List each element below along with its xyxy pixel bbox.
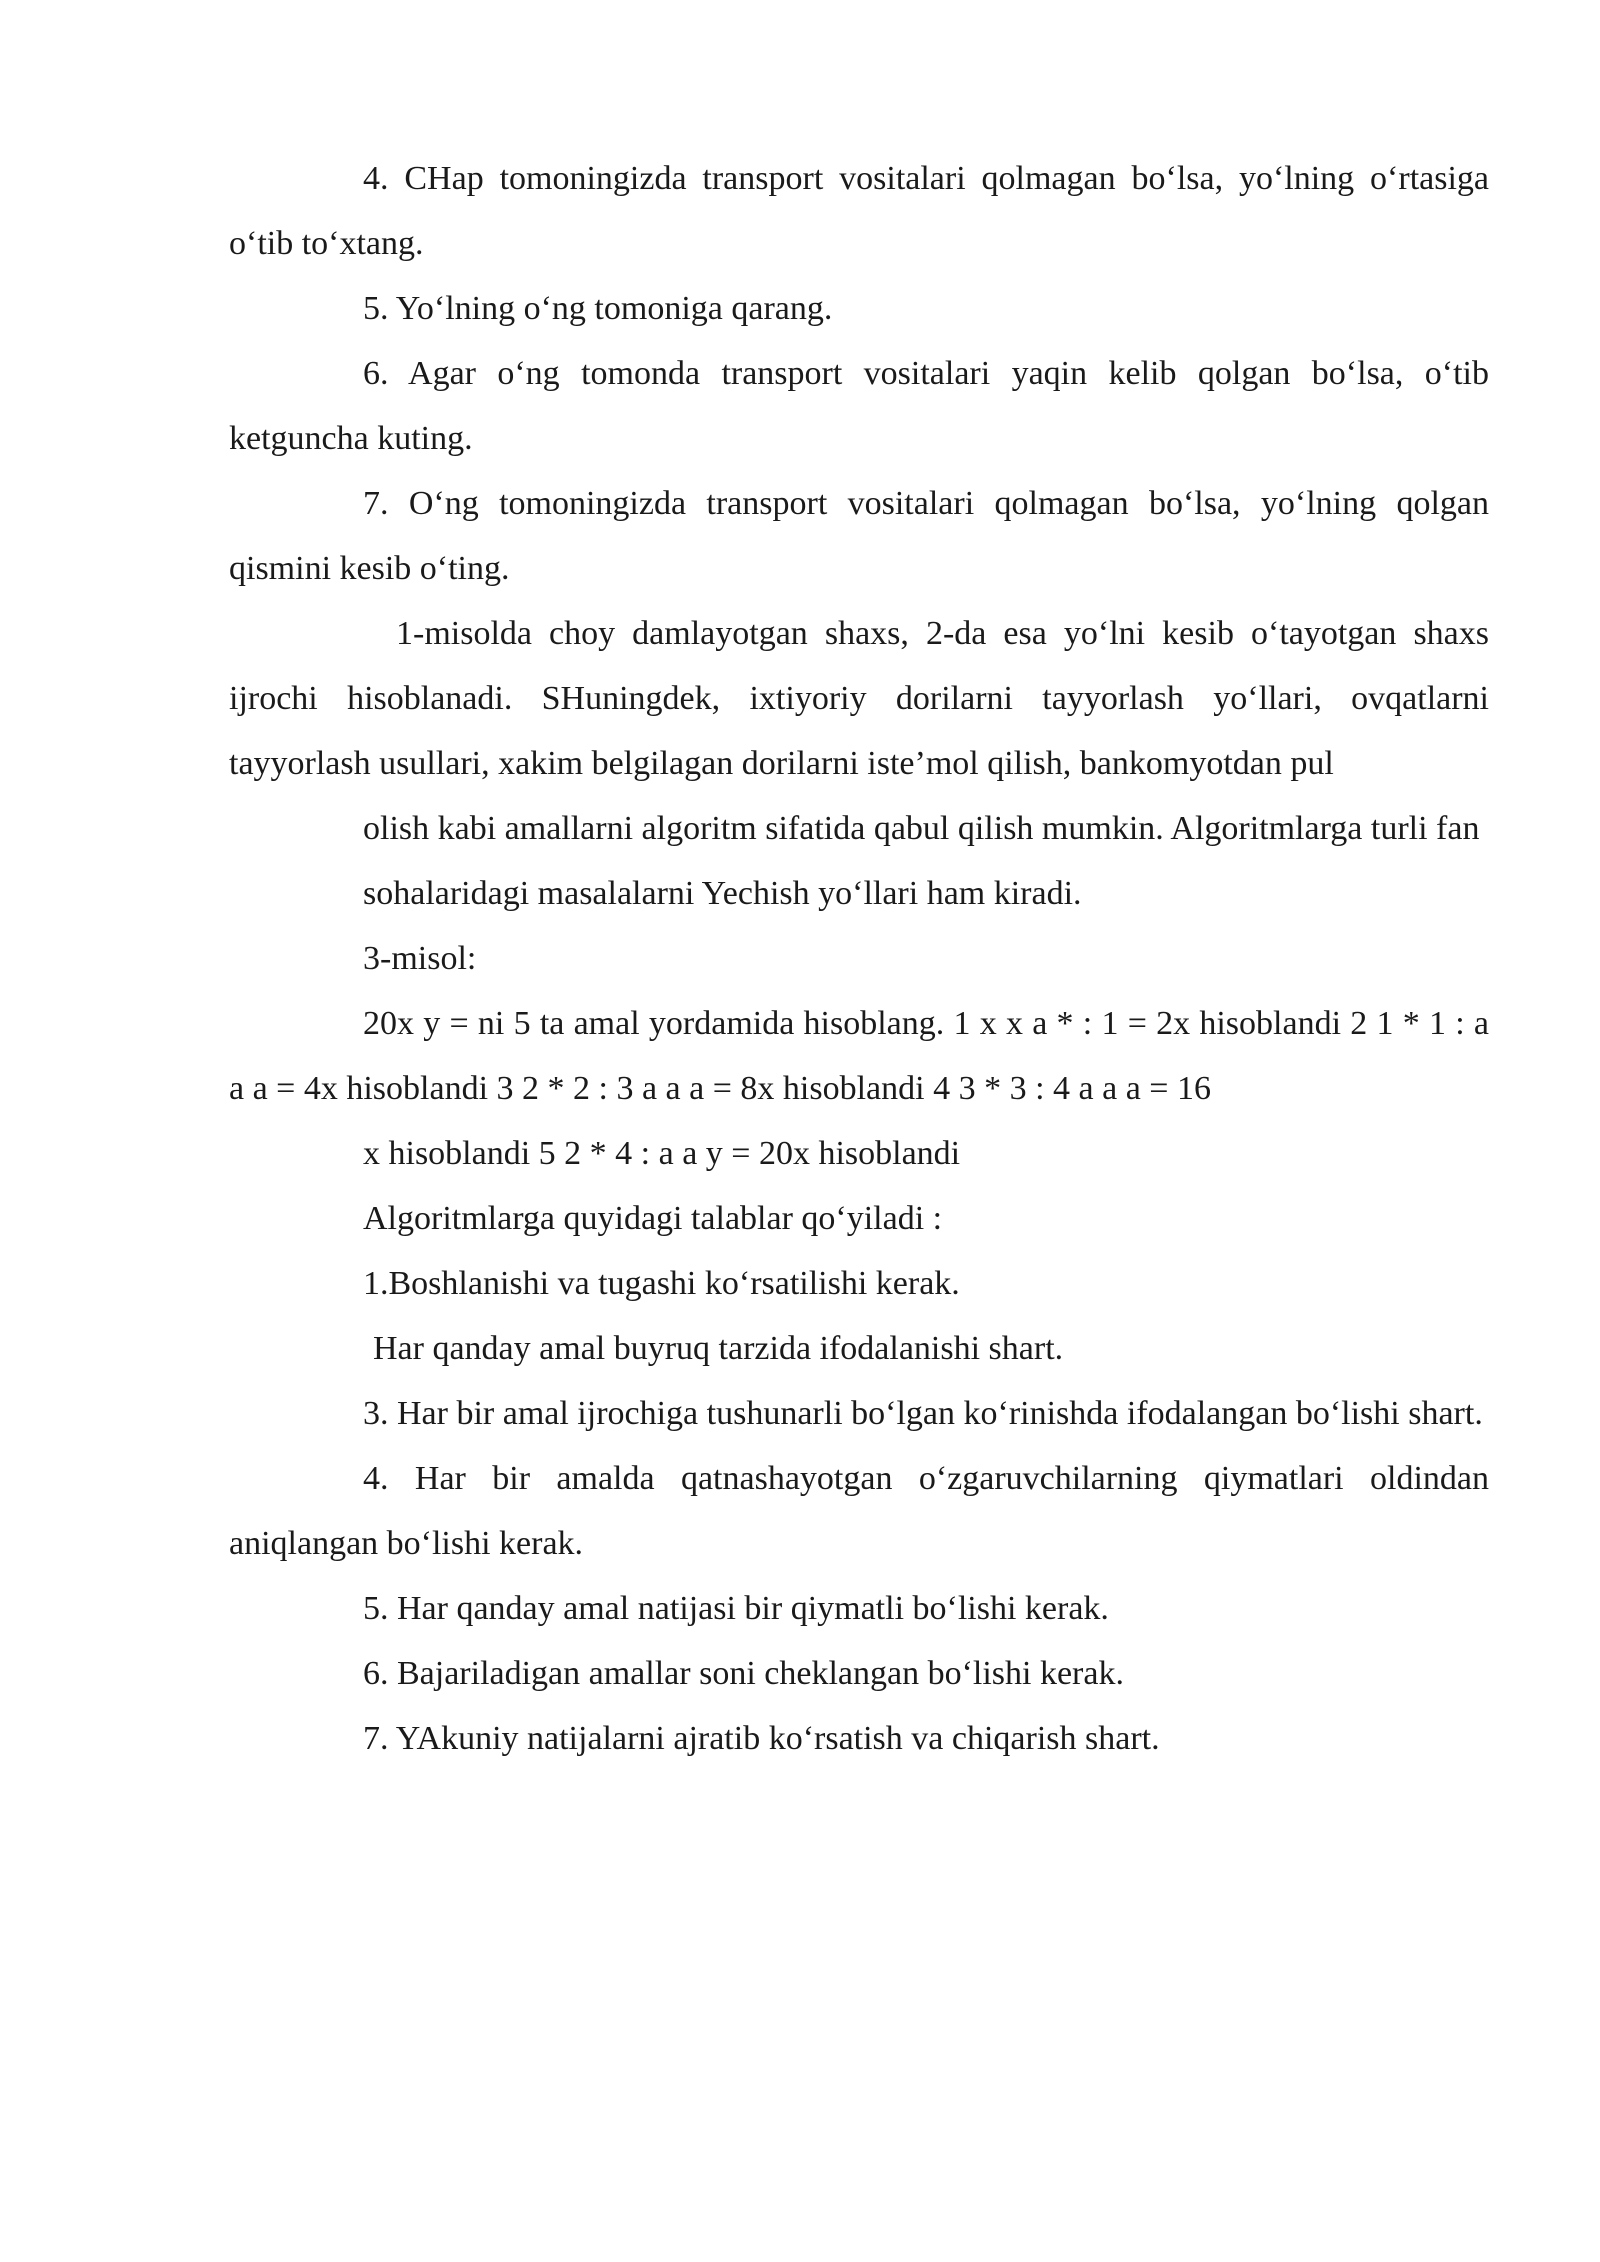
- document-page: [229, 146, 1489, 1771]
- paragraph-step-6: 6. Agar o‘ng tomonda transport vositalari yaqin kelib qolgan bo‘lsa, o‘tib ketguncha kuting.: [229, 355, 1489, 457]
- paragraph-algorithm-examples: olish kabi amallarni algoritm sifatida qabul qilish mumkin. Algoritmlarga turli fan: [363, 810, 1480, 847]
- paragraph-misol-explanation: 1-misolda choy damlayotgan shaxs, 2-da esa yo‘lni kesib o‘tayotgan shaxs ijrochi hisoblanadi. SHuningdek, ixtiyoriy dorilarni tayyorlash yo‘llari, ovqatlarni tayyorlash usullari, xakim belgilagan dorilarni iste’mol qilish, bankomyotdan pul: [229, 615, 1489, 782]
- paragraph-misol-3-result: x hisoblandi 5 2 * 4 : a a y = 20x hisoblandi: [363, 1135, 961, 1172]
- paragraph-step-7: 7. O‘ng tomoningizda transport vositalari qolmagan bo‘lsa, yo‘lning qolgan qismini kesib o‘ting.: [229, 485, 1489, 587]
- paragraph-requirement-5: 5. Har qanday amal natijasi bir qiymatli bo‘lishi kerak.: [363, 1590, 1109, 1627]
- paragraph-requirement-7: 7. YAkuniy natijalarni ajratib ko‘rsatish va chiqarish shart.: [363, 1720, 1160, 1757]
- paragraph-misol-3-formula: 20x y = ni 5 ta amal yordamida hisoblang. 1 x x a * : 1 = 2x hisoblandi 2 1 * 1 : a a a = 4x hisoblandi 3 2 * 2 : 3 a a a = 8x hisoblandi 4 3 * 3 : 4 a a a = 16: [229, 1005, 1489, 1107]
- paragraph-requirement-1: 1.Boshlanishi va tugashi ko‘rsatilishi kerak.: [363, 1265, 960, 1302]
- paragraph-fields: sohalaridagi masalalarni Yechish yo‘llari ham kiradi.: [363, 875, 1082, 912]
- paragraph-requirement-6: 6. Bajariladigan amallar soni cheklangan bo‘lishi kerak.: [363, 1655, 1124, 1692]
- paragraph-misol-3-heading: 3-misol:: [363, 940, 477, 977]
- paragraph-requirement-4: 4. Har bir amalda qatnashayotgan o‘zgaruvchilarning qiymatlari oldindan aniqlangan bo‘lishi kerak.: [229, 1460, 1489, 1562]
- paragraph-requirement-2: Har qanday amal buyruq tarzida ifodalanishi shart.: [373, 1330, 1064, 1367]
- paragraph-step-4: 4. CHap tomoningizda transport vositalari qolmagan bo‘lsa, yo‘lning o‘rtasiga o‘tib to‘xtang.: [229, 160, 1489, 262]
- paragraph-requirement-3: 3. Har bir amal ijrochiga tushunarli bo‘lgan ko‘rinishda ifodalangan bo‘lishi shart.: [363, 1395, 1483, 1432]
- paragraph-requirements-intro: Algoritmlarga quyidagi talablar qo‘yiladi :: [363, 1200, 943, 1237]
- paragraph-step-5: 5. Yo‘lning o‘ng tomoniga qarang.: [363, 290, 833, 327]
